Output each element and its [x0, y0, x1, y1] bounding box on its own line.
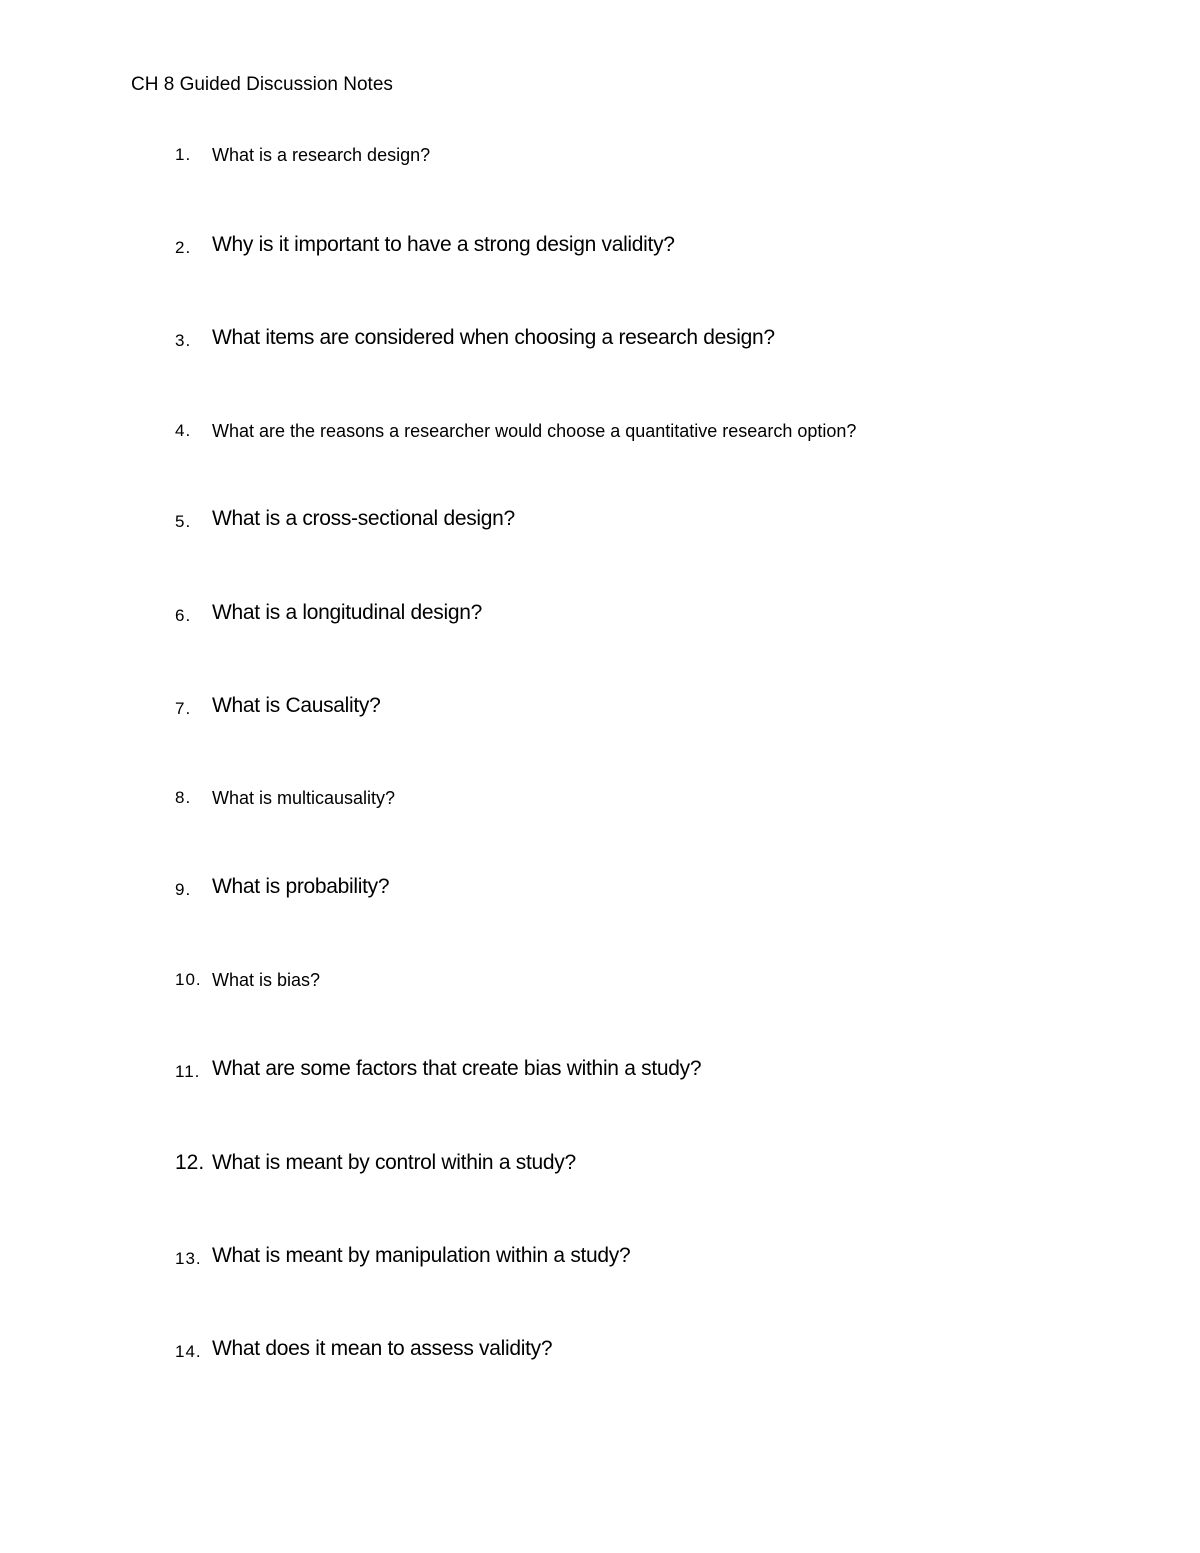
question-text: What are the reasons a researcher would choose a quantitative research option?: [212, 421, 857, 441]
question-number: 11.: [175, 1062, 201, 1081]
question-number: 10.: [175, 970, 202, 989]
question-text: What is a research design?: [212, 145, 431, 165]
question-text: What is a cross-sectional design?: [212, 507, 515, 530]
question-number: 7.: [175, 699, 192, 718]
question-number: 14.: [175, 1342, 202, 1361]
question-text: What items are considered when choosing a research design?: [212, 326, 775, 349]
question-number: 12.: [175, 1151, 205, 1174]
question-number: 2.: [175, 238, 192, 257]
question-text: What is a longitudinal design?: [212, 601, 483, 624]
question-text: What is multicausality?: [212, 788, 396, 808]
question-text: What is probability?: [212, 875, 390, 898]
question-number: 1.: [175, 145, 192, 164]
question-text: What is bias?: [212, 970, 321, 990]
question-number: 6.: [175, 606, 192, 625]
question-text: What is meant by manipulation within a study?: [212, 1244, 631, 1267]
question-number: 3.: [175, 331, 192, 350]
question-text: What is meant by control within a study?: [212, 1151, 576, 1174]
question-text: What are some factors that create bias within a study?: [212, 1057, 702, 1080]
question-number: 13.: [175, 1249, 202, 1268]
question-text: Why is it important to have a strong design validity?: [212, 233, 675, 256]
question-number: 5.: [175, 512, 192, 531]
question-text: What is Causality?: [212, 694, 381, 717]
question-text: What does it mean to assess validity?: [212, 1337, 553, 1360]
question-number: 4.: [175, 421, 192, 440]
question-number: 9.: [175, 880, 192, 899]
page-title: CH 8 Guided Discussion Notes: [131, 74, 393, 95]
question-number: 8.: [175, 788, 192, 807]
